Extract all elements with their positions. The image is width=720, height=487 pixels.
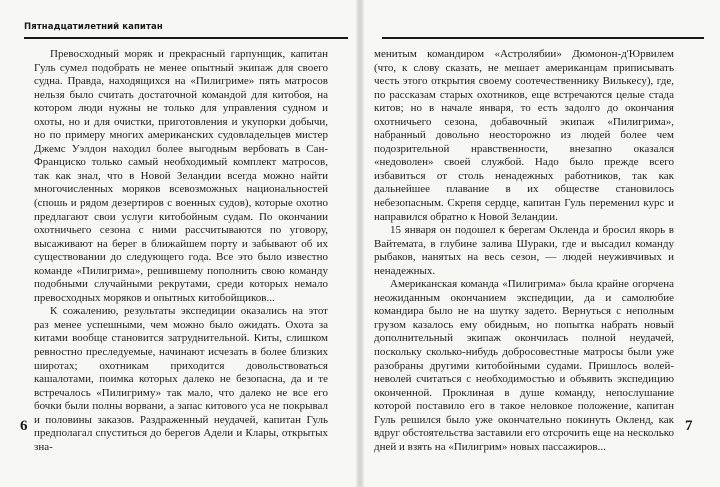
page-number-right: 7: [685, 418, 693, 434]
header-rule: [382, 37, 704, 39]
paragraph: менитым командиром «Астролябии» Дюмонон-д'Юрвилем (что, к слову сказать, не мешает американцам приписывать честь этого открытия своему соотечественнику Вилькесу), где, по рассказам старых охотников, еще встречаются целые стада китов; но в начале января, то есть задолго до окончания охотничьего сезона, добавочный экипаж «Пилигрима», набранный довольно неосторожно из людей более чем подозрительной нравственности, внезапно оказался «недоволен» своей службой. Надо было прежде всего избавиться от столь ненадежных работников, так как дальнейшее плавание в их обществе становилось небезопасным. Скрепя сердце, капитан Гуль переменил курс и направился обратно к Новой Зеландии.: [374, 48, 674, 223]
paragraph: Превосходный моряк и прекрасный гарпунщик, капитан Гуль сумел подобрать не менее опытный экипаж для своего судна. Правда, находящихся на «Пилигриме» пять матросов нельзя было считать достаточной командой для китобоя, на котором люди нужны не только для управления судном и охоты, но и для очистки, приготовления и укупорки добычи, но по примеру многих американских судовладельцев мистер Джемс Уэлдон находил более выгодным вербовать в Сан-Франциско только самый необходимый комплект матросов, так как знал, что в Новой Зеландии всегда можно найти многочисленных моряков всевозможных национальностей (спошь и рядом дезертиров с военных судов), которые охотно предлагают свои услуги китобойным судам. По окончании охотничьего сезона с ними рассчитываются по уговору, высаживают на берег в ближайшем порту и забывают об их существовании до следующего года. Все это было известно команде «Пилигрима», решившему пополнить свою команду подобными случайными рекрутами, среди которых немало превосходных моряков и опытных китобойщиков...: [34, 48, 328, 304]
running-title: Пятнадцатилетний капитан: [24, 22, 163, 32]
left-page-text: [34, 48, 328, 454]
right-page: [360, 0, 720, 487]
page-number-left: 6: [20, 418, 28, 434]
book-gutter: [356, 0, 364, 487]
paragraph: К сожалению, результаты экспедиции оказались на этот раз менее успешными, чем можно было ожидать. Охота за китами вообще становится затруднительной. Киты, слишком ревностно преследуемые, начинают исчезать в более близких широтах; охотникам приходится довольствоваться кашалотами, поимка которых далеко не безопасна, да и те встречалось «Пилигриму» так мало, что далеко не все его бочки были полны ворвани, а запас китового уса не покрывал и половины заказов. Раздраженный неудачей, капитан Гуль предполагал спуститься до берегов Адели и Клары, открытых зна-: [34, 305, 328, 453]
right-page-text: [374, 48, 674, 454]
paragraph: Американская команда «Пилигрима» была крайне огорчена неожиданным окончанием экспедиции, да и самолюбие командира было не на шутку задето. Вернуться с неполным грузом казалось ему обидным, но попытка набрать новый дополнительный экипаж окончилась полной неудачей, поскольку сколько-нибудь добросовестные матросы были уже разобраны другими китобойными судами. Пришлось волей-неволей считаться с необходимостью и объявить экспедицию оконченной. Проклиная в душе команду, непослушание которой поставило его в такое неловкое положение, капитан Гуль решился было уже окончательно покинуть Окленд, как вдруг обстоятельства заставили его отсрочить еще на несколько дней и взять на «Пилигрим» новых пассажиров...: [374, 278, 674, 453]
paragraph: 15 января он подошел к берегам Окленда и бросил якорь в Вайтемата, в глубине залива Шураки, где и высадил команду рыбаков, нанятых на весь сезон, — людей неуживчивых и ненадежных.: [374, 224, 674, 277]
header-rule: [24, 37, 348, 39]
